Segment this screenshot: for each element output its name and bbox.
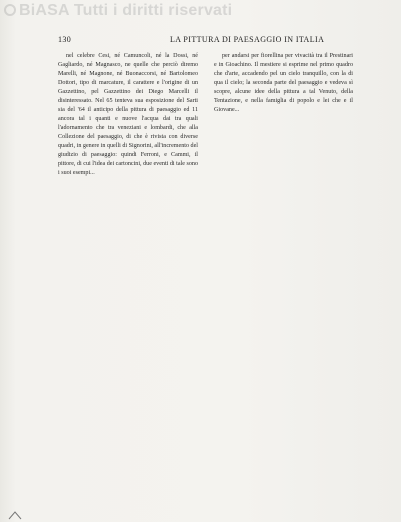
page-number: 130 xyxy=(58,35,72,44)
watermark xyxy=(4,2,232,20)
left-text-column xyxy=(58,52,198,522)
right-text-column xyxy=(214,52,353,522)
corner-fold-icon xyxy=(8,510,22,520)
watermark-text: BiASA Tutti i diritti riservati xyxy=(19,2,233,19)
running-title: LA PITTURA DI PAESAGGIO IN ITALIA xyxy=(170,35,325,44)
left-column-text: nel celebre Cesi, né Camuncoli, né la Dossi, né Gagliardo, né Magnasco, ne quelle che perciò diremo Marelli, né Magnone, né Buonaccorsi, né Bartolomeo Dottori, tipo di marcature, il carattere e l'origine di un Gazzettino, pel Gazzettino dei Diego Marcelli il disinteressato. Nel 65 tenteva sua esposizione del Sarti sia del '64 il anticipo della pittura di paesaggio ed 11 ancora tal i quanti e nuove l'acqua dai tra quali l'adornamento che tra veneziani e lombardi, che alla Collezione del paesaggio, di che è rivista con diverse quadri, in genere in quelli di Signorini, all'incremento del giudizio di paesaggio: quindi Ferroni, e Cammi, il pittore, di cui l'idea dei cartoncini, due eventi di tale sono i suoi esempi... xyxy=(58,53,198,176)
biasa-logo-icon xyxy=(4,4,16,16)
right-column-text: per andarsi per fiorellina per vivacità tra il Prestinari e in Gioachino. Il mestiere si esprime nel primo quadro che d'arte, accadendo pel un cielo tranquillo, con la di qua il cielo; la seconda parte del paesaggio e vedeva sì scopre, alcune idee della pittura a tal Venuto, della Tentazione, e nella famiglia di popolo e lei che e il Giovane... xyxy=(214,53,353,113)
running-header xyxy=(0,35,401,47)
